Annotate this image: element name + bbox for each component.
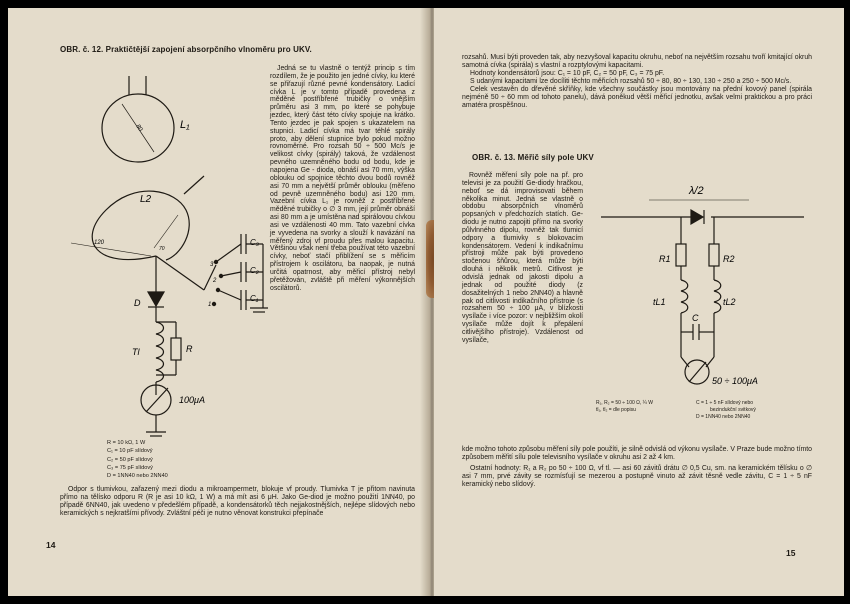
figure-12-circuit-diagram (56, 60, 271, 450)
legend-item: D = 1NN40 nebo 2NN40 (107, 473, 168, 480)
label-switch-2: 2 (213, 278, 217, 284)
open-book (8, 8, 844, 596)
label-c: C (692, 313, 699, 323)
figure-13-heading: OBR. č. 13. Měřič síly pole UKV (472, 153, 594, 162)
label-r2: R2 (723, 254, 735, 264)
right-page (434, 8, 844, 596)
label-switch-1: 1 (208, 302, 212, 308)
left-column-paragraph: Jedná se tu vlastně o tentýž princip s tím rozdílem, že je použito jen jedné cívky, ku které se přiřazují různé pevné kondensátory. Ladicí cívka L je v tomto případě provedena z měděné postříbřené trubičky o vnějším průměru asi 3 mm, po které se pohybuje jezdec, který část této cívky spojuje na krátko. Tento jezdec je pak spojen s ukazatelem na stupnici. Ladicí cívka má tvar téhlé spirály proto, aby dělení stupnice bylo pokud možno rovnoměrné. Pro rozsah 50 ÷ 500 Mc/s je velikost cívky (spirály) taková, že vzdálenost pevného uzemněného bodu od bodu, kde je napojena Ge - dioda, obnáší asi 70 mm, výška oblouku od spojnice těchto dvou bodů rovněž asi 70 mm a největší průměr oblouku (měřeno od pevně uzemněného bodu) asi 120 mm. Vazební cívka L₁ je rovněž z postříbřené měděné trubičky o ∅ 3 mm, její průměr obnáší asi 80 mm a je umístěna nad spirálovou cívkou asi ve vzdálenosti 40 mm. Tato vazební cívka je vyvedena na svorky a slouží k navázání na měřený zdroj vf proudu přes malou kapacitu. Většinou však není třeba používat této vazební cívky, neboť stačí přiblížení se s měřicím přístrojem k oscilátoru, ba naopak, je nutná určitá opatrnost, aby měřicí přístroj nebyl přetěžován, zvláště při měření výkonnějších oscilátorů. (270, 65, 415, 292)
label-70: 70 (159, 246, 165, 252)
label-meter: 100μA (179, 395, 205, 405)
page-number-right: 15 (786, 548, 796, 558)
figure-13-legend-left (596, 400, 653, 414)
label-120: 120 (94, 240, 105, 246)
label-r1: R1 (659, 254, 671, 264)
right-top-text (462, 54, 812, 110)
label-c1: C₁ (250, 294, 259, 303)
right-text-column (462, 172, 583, 442)
label-l2: L2 (140, 194, 152, 205)
label-r: R (186, 344, 193, 354)
legend-item: bezindukční svitkový (710, 407, 756, 414)
right-top-paragraph: S udanými kapacitami lze docíliti těchto měřicích rozsahů 50 ÷ 80, 80 ÷ 130, 130 ÷ 250 a 250 ÷ 500 Mc/s. (470, 78, 792, 85)
label-tl2: tL2 (723, 297, 736, 307)
right-bottom-paragraph: Ostatní hodnoty: R₁ a R₂ po 50 ÷ 100 Ω, vf tl. — asi 60 závitů drátu ∅ 0,5 Cu, sm. na keramickém tělísku o ∅ asi 7 mm, prvé závity se rozmísťují se mezerou a postupně vinuto až závit těsně vedle závitu, C = 1 ÷ 5 nF keramický nebo slídový. (462, 465, 812, 488)
page-number-left: 14 (46, 540, 56, 550)
legend-item: C₂ = 50 pF slídový (107, 456, 153, 463)
label-80: 80 (134, 123, 144, 133)
label-c3: C₃ (250, 238, 259, 247)
label-d: D (134, 298, 141, 308)
left-text-column (270, 65, 415, 485)
left-bottom-text (60, 486, 415, 518)
label-l1: L₁ (180, 119, 190, 131)
figure-12-heading: OBR. č. 12. Praktičtější zapojení absorpčního vlnoměru pro UKV. (60, 45, 312, 54)
right-top-paragraph: Hodnoty kondensátorů jsou: C₁ = 10 pF, C₂ = 50 pF, C₃ = 75 pF. (470, 70, 665, 77)
right-bottom-paragraph: kde možno tohoto způsobu měření síly pole použíti, je silně odvislá od výkonu vysílače. V Praze bude možno tímto způsobem měřití sílu pole televisního vysílače v okruhu asi 2 až 4 km. (462, 446, 812, 461)
legend-item: D = 1NN40 nebo 2NN40 (696, 414, 751, 421)
label-switch-3: 3 (210, 262, 214, 268)
legend-item: C = 1 ÷ 5 nF slídový nebo (696, 400, 754, 406)
figure-12-legend (107, 439, 168, 480)
label-tl: Tl (132, 347, 140, 357)
left-bottom-paragraph: Odpor s tlumivkou, zařazený mezi diodu a mikroampermetr, blokuje vf proudy. Tlumivka T je přitom navinuta přímo na tělísko odporu R (R je asi 10 kΩ, 1 W) a má mít asi 6 μH. Jako Ge-diod je možno použití 1NN40, po případě 6NN40, jak uvedeno v předešlém případě, a kondensátorků těch nejjakostnějších, nejlépe slídových nebo keramických s nejkratšími přívody. Zvláštní péči je nutno věnovat konstrukci přepínače (60, 486, 415, 517)
label-lambda: λ/2 (689, 185, 704, 197)
legend-item: R = 10 kΩ, 1 W (107, 440, 146, 446)
label-tl1: tL1 (653, 297, 666, 307)
legend-item: R₁, R₂ = 50 ÷ 100 Ω, ¼ W (596, 400, 653, 406)
right-column-paragraph: Rovněž měření síly pole na př. pro televisi je za použití Ge-diody hračkou, neboť se dá improvisovati během několika minut. Jedná se vlastně o obdobu absorpčních vlnoměrů popsaných v předchozích statích. Ge-diodu je nutno zapojiti přímo na svorky půlvlnného dipolu, rovněž tak tlumicí odpory a tlumivky s blokovacím kondensátorem. Vedení k indikačnímu přístroji může pak býti provedeno stočenou šňůrou, která může býti dlouhá i několik metrů. Citlivost je odvislá jednak od jakosti dipolu a jednak od použité diody (z dosažitelných 1 nebo 2NN40) a hlavně pak od citlivosti indikačního přístroje (s rozsahem 50 ÷ 100 μA, v blízkosti vysílače i více pozor: v nejbližším okolí vysílače může dojít k přepálení citlivějšího přístroje). Vzdálenost od vysílače, (462, 172, 583, 344)
right-bottom-text (462, 446, 812, 489)
figure-13-legend-right (696, 400, 756, 422)
legend-item: tl₁, tl₂ = dle popisu (596, 407, 636, 414)
figure-13-circuit-diagram (589, 172, 819, 402)
left-page (8, 8, 430, 596)
label-meter: 50 ÷ 100μA (712, 376, 758, 386)
right-top-paragraph: Celek vestavěn do dřevěné skříňky, kde všechny součástky jsou montovány na přední kovový panel (spirála nejméně 50 ÷ 60 mm od tohoto panelu), dává poněkud větší měřicí jednotku, avšak velmi praktickou a pro práci amatéra prospěšnou. (462, 86, 812, 109)
right-top-paragraph: rozsahů. Musí býti proveden tak, aby nezvyšoval kapacitu okruhu, neboť na největším rozsahu tvoří kmitající okruh samotná cívka (spirála) s vlastní a rozptylovými kapacitami. (462, 54, 812, 69)
label-c2: C₂ (250, 266, 259, 275)
legend-item: C₃ = 75 pF slídový (107, 464, 153, 471)
legend-item: C₁ = 10 pF slídový (107, 448, 153, 455)
